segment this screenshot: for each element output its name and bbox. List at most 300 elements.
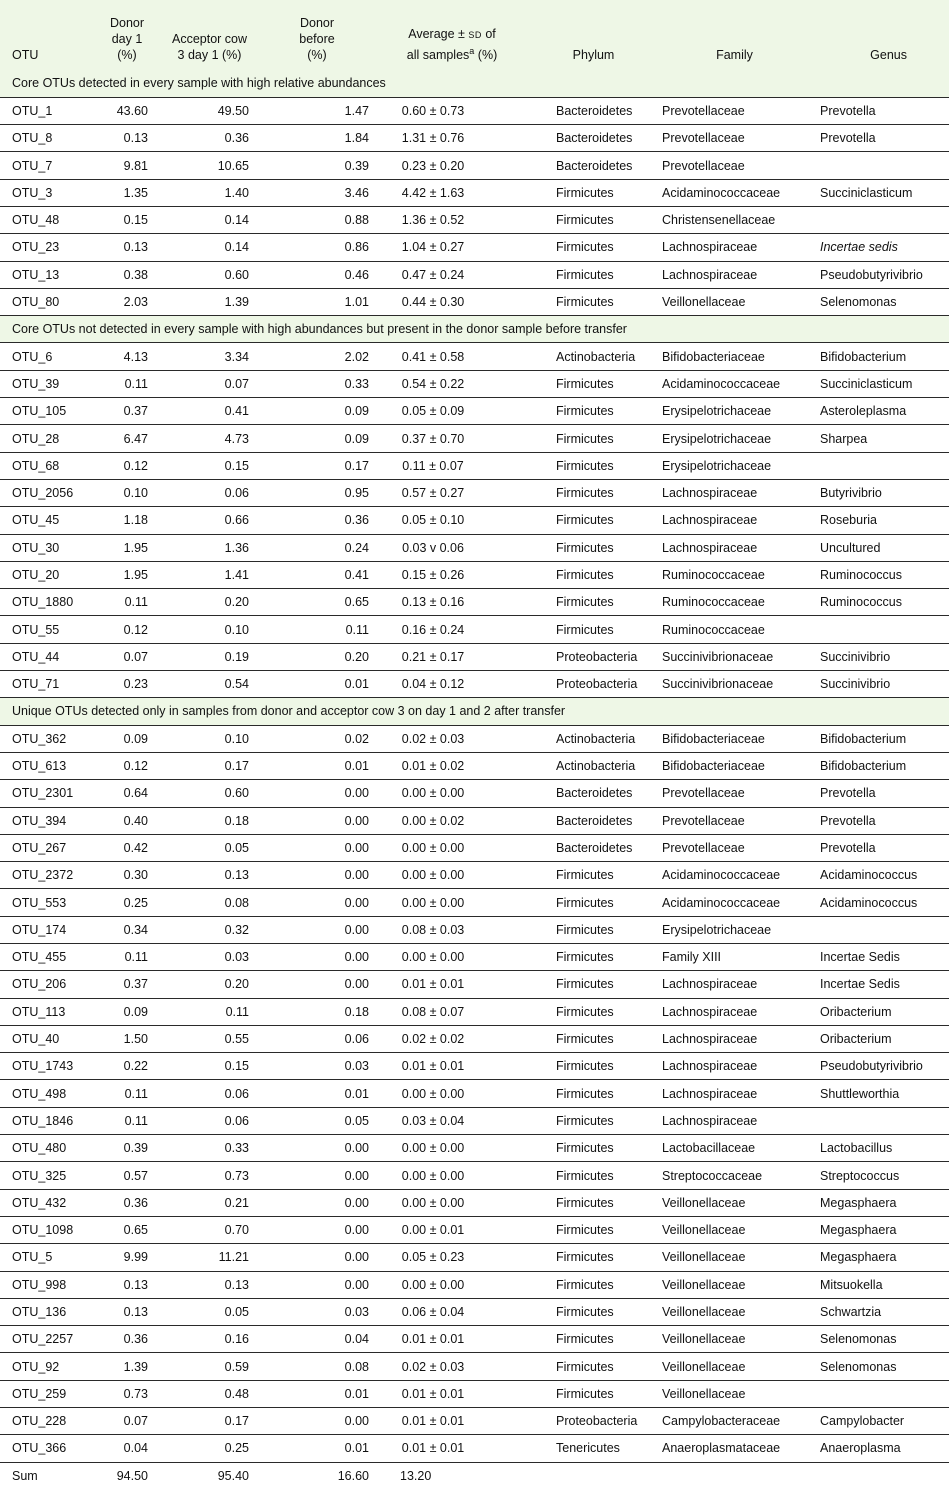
section-title: Core OTUs not detected in every sample with high abundances but present in the donor sample before transfer xyxy=(0,316,949,343)
cell-otu: OTU_113 xyxy=(0,998,97,1025)
section-title: Unique OTUs detected only in samples from donor and acceptor cow 3 on day 1 and 2 after transfer xyxy=(0,698,949,725)
cell-family: Lachnospiraceae xyxy=(655,507,814,534)
cell-donor-day1: 0.23 xyxy=(97,671,157,698)
cell-average: 0.00 ± 0.00 xyxy=(372,889,532,916)
cell-donor-day1: 6.47 xyxy=(97,425,157,452)
cell-average: 0.01 ± 0.01 xyxy=(372,1408,532,1435)
cell-average: 0.00 ± 0.00 xyxy=(372,1135,532,1162)
cell-otu: OTU_613 xyxy=(0,752,97,779)
cell-donor-day1: 0.12 xyxy=(97,452,157,479)
cell-donor-day1: 0.11 xyxy=(97,589,157,616)
cell-phylum: Firmicutes xyxy=(532,1244,655,1271)
cell-average: 0.01 ± 0.01 xyxy=(372,1380,532,1407)
cell-acceptor: 0.48 xyxy=(157,1380,262,1407)
cell-acceptor: 1.40 xyxy=(157,179,262,206)
section-title: Core OTUs detected in every sample with high relative abundances xyxy=(0,70,949,97)
cell-donor-before: 1.01 xyxy=(262,288,372,315)
cell-family: Prevotellaceae xyxy=(655,97,814,124)
cell-phylum: Firmicutes xyxy=(532,179,655,206)
cell-phylum: Firmicutes xyxy=(532,1216,655,1243)
cell-donor-day1: 0.65 xyxy=(97,1216,157,1243)
table-row xyxy=(0,479,949,506)
cell-phylum: Bacteroidetes xyxy=(532,834,655,861)
cell-family: Bifidobacteriaceae xyxy=(655,752,814,779)
cell-family: Lachnospiraceae xyxy=(655,534,814,561)
sum-cell-donor-before: 16.60 xyxy=(337,1469,369,1484)
cell-acceptor: 0.06 xyxy=(157,1080,262,1107)
section-heading xyxy=(0,316,949,343)
sum-cell-phylum xyxy=(532,1462,655,1489)
cell-otu: OTU_23 xyxy=(0,234,97,261)
cell-donor-day1: 0.11 xyxy=(97,1107,157,1134)
cell-donor-before: 0.04 xyxy=(262,1326,372,1353)
cell-average: 0.00 ± 0.00 xyxy=(372,1162,532,1189)
cell-family: Lachnospiraceae xyxy=(655,1053,814,1080)
cell-phylum: Tenericutes xyxy=(532,1435,655,1462)
cell-donor-day1: 1.18 xyxy=(97,507,157,534)
cell-donor-before: 1.84 xyxy=(262,125,372,152)
cell-family: Veillonellaceae xyxy=(655,1189,814,1216)
cell-donor-day1: 0.25 xyxy=(97,889,157,916)
cell-phylum: Firmicutes xyxy=(532,862,655,889)
cell-donor-day1: 0.11 xyxy=(97,370,157,397)
cell-average: 0.37 ± 0.70 xyxy=(372,425,532,452)
cell-otu: OTU_998 xyxy=(0,1271,97,1298)
cell-otu: OTU_1880 xyxy=(0,589,97,616)
cell-donor-before: 0.00 xyxy=(262,916,372,943)
cell-donor-before: 0.41 xyxy=(262,561,372,588)
cell-family: Erysipelotrichaceae xyxy=(655,425,814,452)
cell-phylum: Firmicutes xyxy=(532,507,655,534)
cell-family: Ruminococcaceae xyxy=(655,616,814,643)
cell-otu: OTU_40 xyxy=(0,1025,97,1052)
cell-otu: OTU_20 xyxy=(0,561,97,588)
cell-family: Family XIII xyxy=(655,944,814,971)
cell-acceptor: 0.60 xyxy=(157,780,262,807)
table-row xyxy=(0,589,949,616)
cell-average: 1.04 ± 0.27 xyxy=(372,234,532,261)
cell-otu: OTU_259 xyxy=(0,1380,97,1407)
cell-phylum: Firmicutes xyxy=(532,452,655,479)
cell-family: Lachnospiraceae xyxy=(655,998,814,1025)
cell-average: 0.23 ± 0.20 xyxy=(372,152,532,179)
cell-genus: Prevotella xyxy=(814,834,949,861)
table-row xyxy=(0,1271,949,1298)
table-body xyxy=(0,70,949,1489)
cell-family: Prevotellaceae xyxy=(655,834,814,861)
cell-otu: OTU_455 xyxy=(0,944,97,971)
cell-otu: OTU_206 xyxy=(0,971,97,998)
cell-genus: Butyrivibrio xyxy=(814,479,949,506)
cell-acceptor: 0.20 xyxy=(157,971,262,998)
cell-donor-day1: 0.13 xyxy=(97,234,157,261)
cell-family: Acidaminococcaceae xyxy=(655,862,814,889)
table-row xyxy=(0,1380,949,1407)
cell-genus: Prevotella xyxy=(814,125,949,152)
cell-otu: OTU_6 xyxy=(0,343,97,370)
cell-average: 0.00 ± 0.00 xyxy=(372,1189,532,1216)
cell-average: 0.21 ± 0.17 xyxy=(372,643,532,670)
cell-donor-day1: 0.10 xyxy=(97,479,157,506)
cell-acceptor: 0.25 xyxy=(157,1435,262,1462)
cell-average: 0.03 v 0.06 xyxy=(372,534,532,561)
cell-phylum: Firmicutes xyxy=(532,1025,655,1052)
cell-donor-day1: 0.15 xyxy=(97,206,157,233)
cell-donor-before: 0.00 xyxy=(262,1244,372,1271)
table-row xyxy=(0,1216,949,1243)
cell-donor-day1: 2.03 xyxy=(97,288,157,315)
cell-genus xyxy=(814,616,949,643)
cell-donor-day1: 0.30 xyxy=(97,862,157,889)
cell-family: Lachnospiraceae xyxy=(655,479,814,506)
table-row xyxy=(0,234,949,261)
cell-acceptor: 0.13 xyxy=(157,1271,262,1298)
cell-phylum: Firmicutes xyxy=(532,1053,655,1080)
cell-acceptor: 0.17 xyxy=(157,1408,262,1435)
cell-otu: OTU_325 xyxy=(0,1162,97,1189)
table-row xyxy=(0,288,949,315)
cell-genus: Megasphaera xyxy=(814,1216,949,1243)
cell-donor-day1: 0.13 xyxy=(97,1271,157,1298)
cell-genus: Pseudobutyrivibrio xyxy=(814,1053,949,1080)
cell-genus: Asteroleplasma xyxy=(814,398,949,425)
cell-acceptor: 0.20 xyxy=(157,589,262,616)
table-row xyxy=(0,1353,949,1380)
cell-phylum: Firmicutes xyxy=(532,1353,655,1380)
cell-donor-before: 0.24 xyxy=(262,534,372,561)
cell-donor-before: 0.02 xyxy=(262,725,372,752)
cell-otu: OTU_228 xyxy=(0,1408,97,1435)
cell-average: 0.44 ± 0.30 xyxy=(372,288,532,315)
cell-donor-before: 3.46 xyxy=(262,179,372,206)
cell-acceptor: 11.21 xyxy=(157,1244,262,1271)
cell-genus: Acidaminococcus xyxy=(814,889,949,916)
cell-donor-day1: 0.12 xyxy=(97,616,157,643)
cell-otu: OTU_1743 xyxy=(0,1053,97,1080)
table-row xyxy=(0,1053,949,1080)
table-row xyxy=(0,862,949,889)
cell-genus: Ruminococcus xyxy=(814,589,949,616)
table-row xyxy=(0,752,949,779)
cell-genus: Oribacterium xyxy=(814,998,949,1025)
cell-genus: Ruminococcus xyxy=(814,561,949,588)
sum-cell-average: 13.20 xyxy=(400,1469,432,1484)
cell-phylum: Firmicutes xyxy=(532,1135,655,1162)
cell-family: Lachnospiraceae xyxy=(655,234,814,261)
cell-acceptor: 0.54 xyxy=(157,671,262,698)
cell-donor-before: 0.00 xyxy=(262,1408,372,1435)
cell-phylum: Firmicutes xyxy=(532,398,655,425)
cell-donor-before: 0.01 xyxy=(262,671,372,698)
cell-donor-day1: 0.13 xyxy=(97,125,157,152)
table-row xyxy=(0,944,949,971)
cell-acceptor: 0.21 xyxy=(157,1189,262,1216)
cell-average: 0.54 ± 0.22 xyxy=(372,370,532,397)
cell-donor-day1: 0.07 xyxy=(97,643,157,670)
cell-otu: OTU_7 xyxy=(0,152,97,179)
cell-phylum: Firmicutes xyxy=(532,479,655,506)
cell-acceptor: 0.15 xyxy=(157,452,262,479)
cell-phylum: Bacteroidetes xyxy=(532,125,655,152)
cell-donor-before: 1.47 xyxy=(262,97,372,124)
cell-average: 0.16 ± 0.24 xyxy=(372,616,532,643)
cell-genus: Succiniclasticum xyxy=(814,370,949,397)
cell-donor-before: 0.01 xyxy=(262,1080,372,1107)
cell-average: 0.02 ± 0.03 xyxy=(372,725,532,752)
cell-donor-day1: 0.11 xyxy=(97,1080,157,1107)
table-row xyxy=(0,370,949,397)
cell-family: Succinivibrionaceae xyxy=(655,643,814,670)
table-row xyxy=(0,1298,949,1325)
cell-phylum: Firmicutes xyxy=(532,1162,655,1189)
cell-family: Christensenellaceae xyxy=(655,206,814,233)
cell-genus: Anaeroplasma xyxy=(814,1435,949,1462)
cell-donor-before: 0.00 xyxy=(262,944,372,971)
table-row xyxy=(0,125,949,152)
cell-average: 0.00 ± 0.00 xyxy=(372,1080,532,1107)
cell-donor-before: 0.06 xyxy=(262,1025,372,1052)
cell-average: 0.04 ± 0.12 xyxy=(372,671,532,698)
header-row xyxy=(0,0,949,70)
cell-phylum: Bacteroidetes xyxy=(532,780,655,807)
cell-acceptor: 1.36 xyxy=(157,534,262,561)
cell-donor-day1: 1.50 xyxy=(97,1025,157,1052)
cell-average: 0.47 ± 0.24 xyxy=(372,261,532,288)
cell-average: 0.00 ± 0.00 xyxy=(372,834,532,861)
cell-donor-before: 0.00 xyxy=(262,1135,372,1162)
cell-phylum: Firmicutes xyxy=(532,288,655,315)
cell-phylum: Firmicutes xyxy=(532,1326,655,1353)
cell-acceptor: 0.15 xyxy=(157,1053,262,1080)
cell-average: 4.42 ± 1.63 xyxy=(372,179,532,206)
table-row xyxy=(0,916,949,943)
cell-average: 0.01 ± 0.02 xyxy=(372,752,532,779)
sum-cell-acceptor: 95.40 xyxy=(217,1469,249,1484)
cell-average: 0.15 ± 0.26 xyxy=(372,561,532,588)
cell-phylum: Firmicutes xyxy=(532,916,655,943)
cell-phylum: Bacteroidetes xyxy=(532,152,655,179)
cell-donor-day1: 0.36 xyxy=(97,1326,157,1353)
cell-phylum: Firmicutes xyxy=(532,971,655,998)
cell-phylum: Firmicutes xyxy=(532,206,655,233)
cell-donor-before: 0.00 xyxy=(262,1189,372,1216)
cell-donor-before: 0.88 xyxy=(262,206,372,233)
cell-otu: OTU_2257 xyxy=(0,1326,97,1353)
cell-genus: Bifidobacterium xyxy=(814,725,949,752)
table-row xyxy=(0,425,949,452)
cell-genus: Prevotella xyxy=(814,97,949,124)
cell-donor-before: 0.36 xyxy=(262,507,372,534)
cell-otu: OTU_13 xyxy=(0,261,97,288)
table-row xyxy=(0,1080,949,1107)
cell-average: 0.08 ± 0.03 xyxy=(372,916,532,943)
cell-otu: OTU_28 xyxy=(0,425,97,452)
cell-otu: OTU_105 xyxy=(0,398,97,425)
cell-otu: OTU_267 xyxy=(0,834,97,861)
cell-donor-day1: 0.37 xyxy=(97,398,157,425)
cell-family: Veillonellaceae xyxy=(655,1380,814,1407)
cell-donor-before: 0.00 xyxy=(262,807,372,834)
cell-acceptor: 0.07 xyxy=(157,370,262,397)
cell-family: Succinivibrionaceae xyxy=(655,671,814,698)
cell-donor-before: 0.86 xyxy=(262,234,372,261)
cell-family: Prevotellaceae xyxy=(655,152,814,179)
cell-average: 1.31 ± 0.76 xyxy=(372,125,532,152)
cell-donor-day1: 0.36 xyxy=(97,1189,157,1216)
cell-otu: OTU_362 xyxy=(0,725,97,752)
cell-family: Ruminococcaceae xyxy=(655,561,814,588)
cell-average: 0.00 ± 0.01 xyxy=(372,1216,532,1243)
cell-average: 0.01 ± 0.01 xyxy=(372,1326,532,1353)
cell-phylum: Firmicutes xyxy=(532,1080,655,1107)
table-row xyxy=(0,561,949,588)
cell-donor-before: 0.20 xyxy=(262,643,372,670)
col-donor-before: Donor before (%) xyxy=(299,16,335,62)
table-row xyxy=(0,616,949,643)
cell-family: Bifidobacteriaceae xyxy=(655,343,814,370)
table-row xyxy=(0,179,949,206)
cell-otu: OTU_1 xyxy=(0,97,97,124)
cell-acceptor: 0.36 xyxy=(157,125,262,152)
cell-phylum: Firmicutes xyxy=(532,370,655,397)
cell-genus: Incertae Sedis xyxy=(814,944,949,971)
cell-donor-day1: 0.09 xyxy=(97,725,157,752)
cell-family: Lachnospiraceae xyxy=(655,261,814,288)
table-row xyxy=(0,1244,949,1271)
cell-otu: OTU_553 xyxy=(0,889,97,916)
table-row xyxy=(0,671,949,698)
cell-donor-day1: 1.95 xyxy=(97,561,157,588)
cell-donor-day1: 1.95 xyxy=(97,534,157,561)
cell-family: Streptococcaceae xyxy=(655,1162,814,1189)
cell-otu: OTU_1846 xyxy=(0,1107,97,1134)
cell-average: 0.00 ± 0.00 xyxy=(372,944,532,971)
cell-donor-before: 0.00 xyxy=(262,834,372,861)
cell-phylum: Firmicutes xyxy=(532,534,655,561)
cell-acceptor: 0.03 xyxy=(157,944,262,971)
cell-phylum: Firmicutes xyxy=(532,234,655,261)
cell-phylum: Proteobacteria xyxy=(532,643,655,670)
cell-acceptor: 0.06 xyxy=(157,1107,262,1134)
cell-genus: Mitsuokella xyxy=(814,1271,949,1298)
cell-donor-day1: 9.99 xyxy=(97,1244,157,1271)
cell-average: 0.05 ± 0.23 xyxy=(372,1244,532,1271)
cell-otu: OTU_68 xyxy=(0,452,97,479)
section-heading xyxy=(0,698,949,725)
cell-donor-before: 0.03 xyxy=(262,1298,372,1325)
cell-donor-day1: 0.38 xyxy=(97,261,157,288)
cell-donor-day1: 9.81 xyxy=(97,152,157,179)
cell-acceptor: 0.16 xyxy=(157,1326,262,1353)
cell-genus: Roseburia xyxy=(814,507,949,534)
col-family: Family xyxy=(716,48,753,62)
cell-family: Acidaminococcaceae xyxy=(655,179,814,206)
col-otu: OTU xyxy=(12,48,39,62)
cell-genus xyxy=(814,206,949,233)
table-row xyxy=(0,1135,949,1162)
cell-phylum: Actinobacteria xyxy=(532,725,655,752)
cell-genus: Selenomonas xyxy=(814,288,949,315)
cell-genus xyxy=(814,1380,949,1407)
cell-family: Veillonellaceae xyxy=(655,1298,814,1325)
cell-family: Lachnospiraceae xyxy=(655,1080,814,1107)
table-row xyxy=(0,452,949,479)
cell-phylum: Firmicutes xyxy=(532,425,655,452)
cell-genus: Campylobacter xyxy=(814,1408,949,1435)
cell-genus: Incertae sedis xyxy=(814,234,949,261)
cell-average: 0.00 ± 0.02 xyxy=(372,807,532,834)
cell-average: 0.03 ± 0.04 xyxy=(372,1107,532,1134)
table-row xyxy=(0,152,949,179)
cell-acceptor: 0.66 xyxy=(157,507,262,534)
cell-family: Erysipelotrichaceae xyxy=(655,916,814,943)
cell-otu: OTU_48 xyxy=(0,206,97,233)
cell-average: 0.00 ± 0.00 xyxy=(372,780,532,807)
table-row xyxy=(0,343,949,370)
cell-average: 0.01 ± 0.01 xyxy=(372,1053,532,1080)
cell-donor-before: 0.00 xyxy=(262,1162,372,1189)
cell-donor-day1: 0.22 xyxy=(97,1053,157,1080)
cell-acceptor: 0.41 xyxy=(157,398,262,425)
cell-acceptor: 0.10 xyxy=(157,616,262,643)
cell-donor-day1: 43.60 xyxy=(97,97,157,124)
cell-phylum: Firmicutes xyxy=(532,1107,655,1134)
cell-genus: Pseudobutyrivibrio xyxy=(814,261,949,288)
col-genus: Genus xyxy=(870,48,907,62)
cell-family: Lachnospiraceae xyxy=(655,971,814,998)
cell-donor-day1: 4.13 xyxy=(97,343,157,370)
table-row xyxy=(0,1162,949,1189)
cell-donor-before: 0.01 xyxy=(262,1435,372,1462)
cell-donor-before: 0.00 xyxy=(262,971,372,998)
cell-family: Ruminococcaceae xyxy=(655,589,814,616)
cell-donor-day1: 1.35 xyxy=(97,179,157,206)
cell-genus: Selenomonas xyxy=(814,1353,949,1380)
cell-otu: OTU_55 xyxy=(0,616,97,643)
cell-genus: Bifidobacterium xyxy=(814,752,949,779)
cell-average: 1.36 ± 0.52 xyxy=(372,206,532,233)
cell-acceptor: 49.50 xyxy=(157,97,262,124)
cell-donor-before: 0.03 xyxy=(262,1053,372,1080)
cell-acceptor: 4.73 xyxy=(157,425,262,452)
cell-average: 0.01 ± 0.01 xyxy=(372,971,532,998)
cell-donor-day1: 0.42 xyxy=(97,834,157,861)
table-row xyxy=(0,507,949,534)
cell-acceptor: 3.34 xyxy=(157,343,262,370)
sum-cell-genus xyxy=(814,1462,949,1489)
cell-acceptor: 0.33 xyxy=(157,1135,262,1162)
cell-donor-day1: 0.07 xyxy=(97,1408,157,1435)
cell-otu: OTU_480 xyxy=(0,1135,97,1162)
cell-phylum: Firmicutes xyxy=(532,561,655,588)
cell-genus xyxy=(814,152,949,179)
col-acceptor: Acceptor cow 3 day 1 (%) xyxy=(171,32,248,62)
cell-family: Erysipelotrichaceae xyxy=(655,452,814,479)
cell-donor-before: 0.65 xyxy=(262,589,372,616)
cell-acceptor: 0.18 xyxy=(157,807,262,834)
table-row xyxy=(0,1107,949,1134)
cell-otu: OTU_2301 xyxy=(0,780,97,807)
cell-phylum: Firmicutes xyxy=(532,589,655,616)
cell-acceptor: 1.41 xyxy=(157,561,262,588)
cell-otu: OTU_45 xyxy=(0,507,97,534)
cell-otu: OTU_366 xyxy=(0,1435,97,1462)
cell-genus: Uncultured xyxy=(814,534,949,561)
cell-otu: OTU_71 xyxy=(0,671,97,698)
cell-phylum: Firmicutes xyxy=(532,1298,655,1325)
cell-genus: Prevotella xyxy=(814,807,949,834)
cell-average: 0.05 ± 0.10 xyxy=(372,507,532,534)
